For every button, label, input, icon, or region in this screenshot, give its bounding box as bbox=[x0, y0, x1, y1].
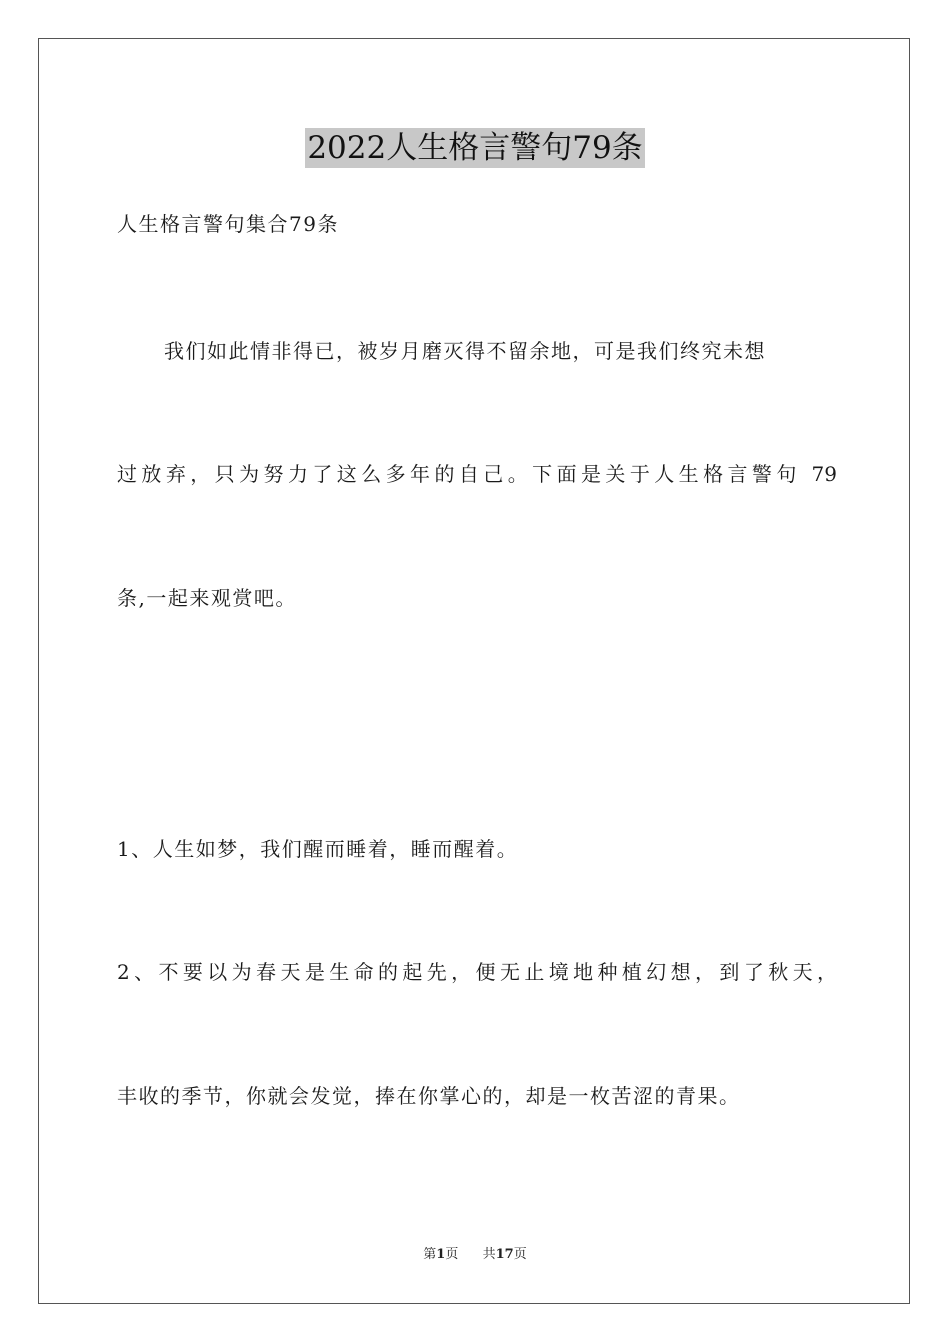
footer-total-suffix: 页 bbox=[513, 1247, 527, 1262]
footer-total-pages: 17 bbox=[495, 1247, 514, 1262]
intro-line-1: 我们如此情非得已，被岁月磨灭得不留余地，可是我们终究未想 bbox=[164, 339, 766, 363]
footer-page-suffix: 页 bbox=[445, 1247, 459, 1262]
list-item-1: 1、人生如梦，我们醒而睡着，睡而醒着。 bbox=[117, 837, 519, 861]
title-container bbox=[0, 128, 950, 168]
footer-page-prefix: 第 bbox=[423, 1247, 437, 1262]
subtitle: 人生格言警句集合79条 bbox=[117, 212, 339, 236]
document-title: 2022人生格言警句79条 bbox=[307, 130, 643, 166]
page-footer bbox=[0, 1246, 950, 1264]
intro-line-3: 条,一起来观赏吧。 bbox=[117, 586, 297, 610]
intro-line-2: 过放弃，只为努力了这么多年的自己。下面是关于人生格言警句 79 bbox=[117, 462, 837, 486]
footer-page-number: 1 bbox=[436, 1247, 446, 1262]
list-item-2-line-1: 2、不要以为春天是生命的起先，便无止境地种植幻想，到了秋天， bbox=[117, 960, 837, 984]
list-item-2-line-2: 丰收的季节，你就会发觉，捧在你掌心的，却是一枚苦涩的青果。 bbox=[117, 1084, 741, 1108]
footer-total-prefix: 共 bbox=[482, 1247, 496, 1262]
